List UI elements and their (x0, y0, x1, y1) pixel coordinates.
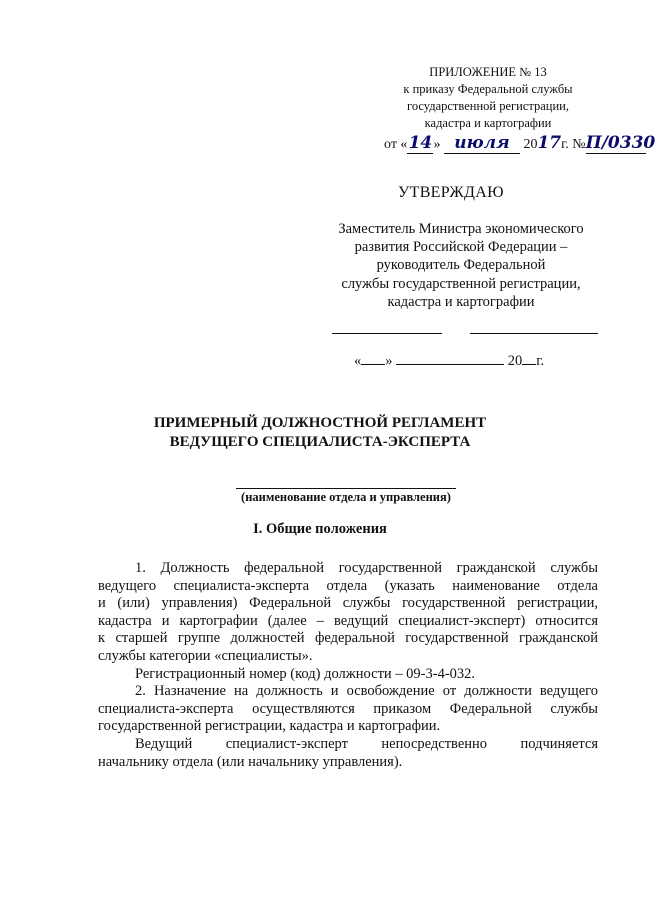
appendix-block (380, 64, 596, 132)
body-line: Регистрационный номер (код) должности – 09-3-4-032. (135, 665, 476, 682)
approving-official (326, 220, 596, 311)
body-line: кадастра и картографии (далее – ведущий специалист-эксперт) относится (98, 612, 598, 629)
date-quote-close: » (385, 353, 393, 369)
appendix-line: государственной регистрации, (407, 99, 569, 113)
body-line: к старшей группе должностей федеральной государственной гражданской (98, 630, 598, 647)
appendix-title: ПРИЛОЖЕНИЕ № 13 (429, 65, 547, 79)
body-line: службы категории «специалисты». (98, 647, 313, 664)
order-number-label: г. № (561, 137, 586, 152)
section-heading: I. Общие положения (253, 521, 387, 537)
department-caption: (наименование отдела и управления) (241, 490, 451, 504)
body-line: ведущего специалиста-эксперта отдела (указать наименование отдела (98, 577, 598, 594)
body-line: и (или) управления) Федеральной службы государственной регистрации, (98, 595, 598, 612)
official-line: кадастра и картографии (387, 293, 535, 310)
order-from-label: от « (384, 137, 408, 152)
official-line: службы государственной регистрации, (341, 275, 581, 292)
date-month-blank (396, 352, 504, 365)
date-year-blank (522, 352, 536, 365)
appendix-line: к приказу Федеральной службы (403, 82, 573, 96)
official-line: руководитель Федеральной (376, 257, 546, 274)
appendix-line: кадастра и картографии (424, 116, 552, 130)
signature-line (332, 333, 442, 334)
date-year-suffix: г. (536, 353, 545, 369)
document-title (120, 414, 520, 452)
order-month-handwritten: июля (444, 133, 520, 154)
title-line: ВЕДУЩЕГО СПЕЦИАЛИСТА-ЭКСПЕРТА (169, 434, 471, 450)
order-date-number (384, 133, 655, 159)
date-day-blank (361, 352, 385, 365)
order-year-handwritten: 17 (537, 133, 562, 153)
order-day-handwritten: 14 (408, 133, 433, 153)
order-number-handwritten: П/0330 (585, 133, 655, 153)
body-line: Ведущий специалист-эксперт непосредственно подчиняется (135, 735, 598, 752)
name-line (470, 333, 598, 334)
department-blank-line (236, 488, 456, 489)
body-line: начальнику отдела (или начальнику управления). (98, 753, 403, 770)
body-text (98, 560, 598, 771)
date-quote-open: « (354, 353, 362, 369)
body-line: специалиста-эксперта осуществляются приказом Федеральной службы (98, 700, 598, 717)
body-line: 1. Должность федеральной государственной гражданской службы (135, 560, 598, 576)
title-line: ПРИМЕРНЫЙ ДОЛЖНОСТНОЙ РЕГЛАМЕНТ (153, 415, 487, 431)
order-year-prefix: 20 (523, 137, 538, 152)
body-line: 2. Назначение на должность и освобождение от должности ведущего (135, 683, 598, 700)
official-line: развития Российской Федерации – (354, 239, 568, 256)
date-year-prefix: 20 (507, 353, 523, 369)
approval-date-row (354, 352, 544, 370)
approve-heading: УТВЕРЖДАЮ (398, 184, 504, 201)
body-line: государственной регистрации, кадастра и картографии. (98, 718, 441, 735)
order-quote-close: » (433, 137, 441, 152)
official-line: Заместитель Министра экономического (338, 221, 584, 237)
